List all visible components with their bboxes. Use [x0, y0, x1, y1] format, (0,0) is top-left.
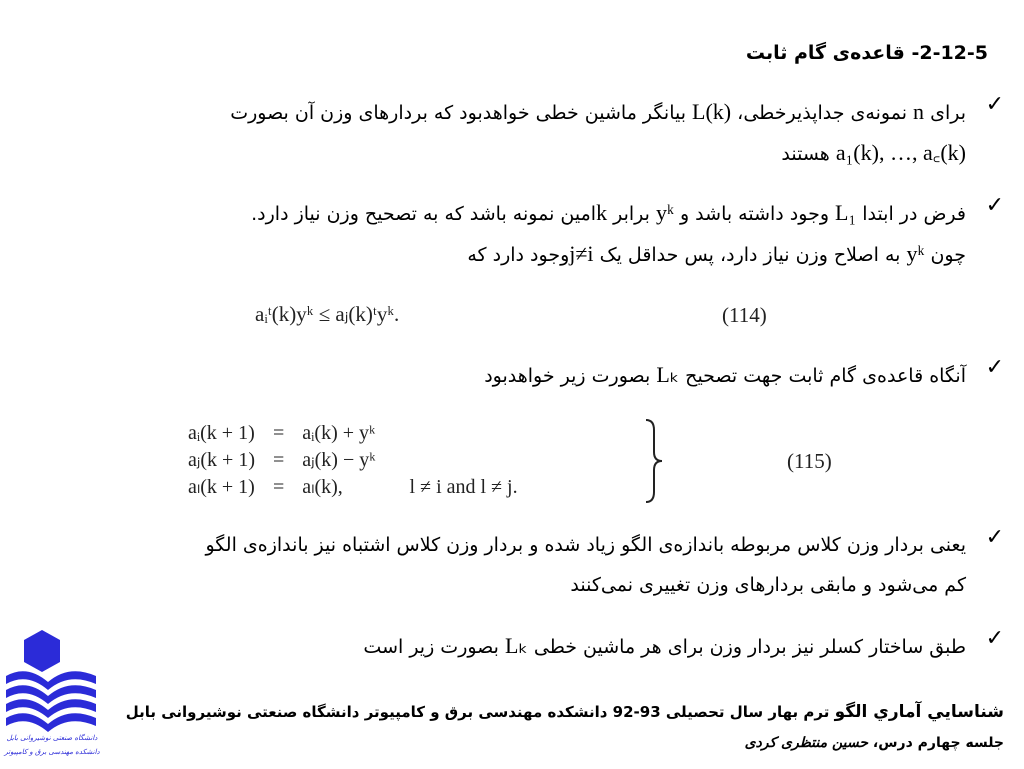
logo-icon	[2, 630, 102, 765]
equation-number-115: (115)	[787, 449, 832, 473]
equation-system	[184, 420, 522, 501]
check-icon: ✓	[985, 525, 1004, 550]
footer-author: حسین منتظری کردی	[744, 735, 869, 751]
equation-row: aᵢ(k + 1) = aᵢ(k) + yᵏ	[188, 422, 376, 444]
bullet-5: ✓ طبق ساختار کسلر نیز بردار وزن برای هر ماشین خطی Lₖ بصورت زیر است	[363, 626, 1004, 658]
equation-row: aₗ(k + 1) = aₗ(k), l ≠ i and l ≠ j.	[188, 476, 518, 498]
equation-115	[184, 420, 522, 501]
equation-114: aᵢᵗ(k)yᵏ ≤ aⱼ(k)ᵗyᵏ.	[255, 302, 400, 326]
logo-text-faculty: دانشکده مهندسی برق و کامپیوتر	[4, 748, 100, 756]
footer-course-title: شناسايي آماري الگو	[834, 702, 1004, 722]
bullet-4: ✓ یعنی بردار وزن کلاس مربوطه باندازه‌ی الگو زیاد شده و بردار وزن کلاس اشتباه نیز باندازه‌ی الگو کم می‌شود و مابقی بردارهای وزن تغییری نمی‌کنند	[205, 525, 1004, 596]
check-icon: ✓	[985, 626, 1004, 651]
section-title: 2-12-5- قاعده‌ی گام ثابت	[745, 42, 988, 64]
equation-number-114: (114)	[722, 303, 767, 327]
university-logo	[2, 630, 102, 765]
footer-session-info: جلسه چهارم درس، حسین منتظری کردی	[744, 735, 1004, 751]
bullet-2: ✓ فرض در ابتدا L₁ وجود داشته باشد و yᵏ برابر kامین نمونه باشد که به تصحیح وزن نیاز دارد. چون yᵏ به اصلاح وزن نیاز دارد، پس حداقل یک j≠iوجود دارد که	[251, 193, 1004, 266]
bullet-3: ✓ آنگاه قاعده‌ی گام ثابت جهت تصحیح Lₖ بصورت زیر خواهدبود	[484, 355, 1004, 387]
check-icon: ✓	[985, 193, 1004, 218]
logo-text-university: دانشگاه صنعتی نوشیروانی بابل	[6, 734, 98, 742]
check-icon: ✓	[985, 355, 1004, 380]
equation-row: aⱼ(k + 1) = aⱼ(k) − yᵏ	[188, 449, 376, 471]
right-brace-icon	[644, 418, 664, 504]
check-icon: ✓	[985, 92, 1004, 117]
bullet-1: ✓ برای n نمونه‌ی جداپذیرخطی، L(k) بیانگر ماشین خطی خواهدبود که بردارهای وزن آن بصورت a₁(k), …, a꜀(k) هستند	[230, 92, 1004, 165]
footer-course-info: شناسايي آماري الگو ترم بهار سال تحصیلی 93-92 دانشکده مهندسی برق و کامپیوتر دانشگاه صنعتی نوشیروانی بابل	[125, 702, 1004, 722]
